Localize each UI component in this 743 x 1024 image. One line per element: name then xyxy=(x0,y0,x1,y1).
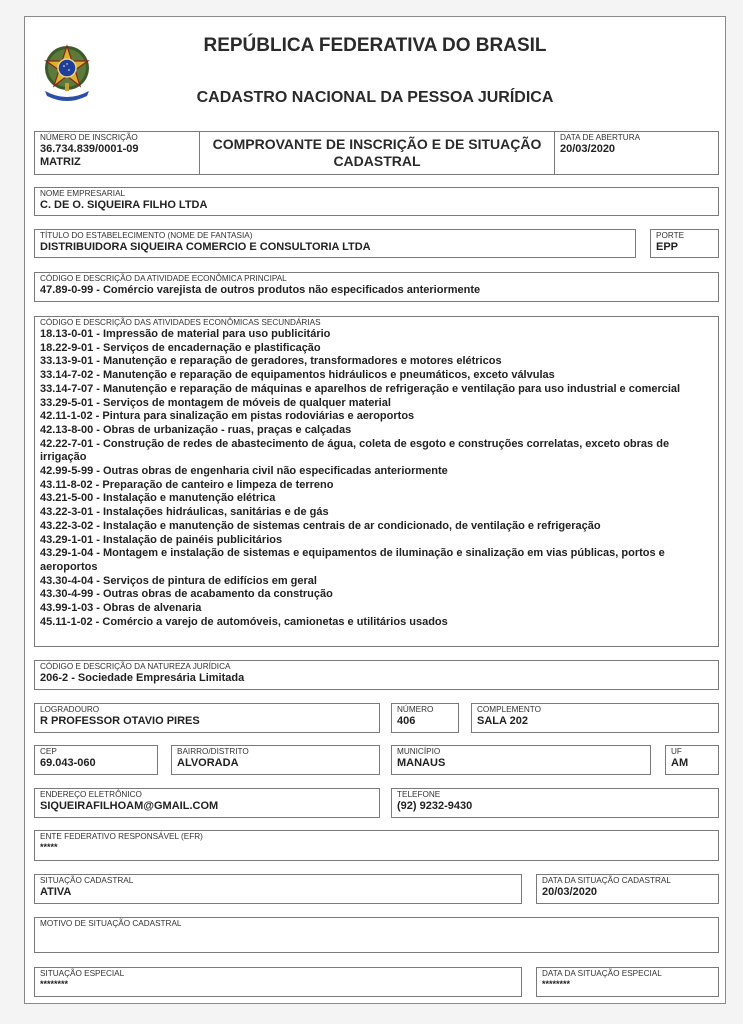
opening-date-value: 20/03/2020 xyxy=(560,143,616,155)
secondary-activities-field xyxy=(34,316,719,647)
special-status-date-field xyxy=(536,967,719,997)
efr-label: ENTE FEDERATIVO RESPONSÁVEL (EFR) xyxy=(40,832,203,841)
state-value: AM xyxy=(671,757,689,769)
activity-item: 43.99-1-03 - Obras de alvenaria xyxy=(40,602,202,615)
phone-value: (92) 9232-9430 xyxy=(397,800,473,812)
inscription-number: 36.734.839/0001-09 xyxy=(40,143,139,155)
state-label: UF xyxy=(671,747,682,756)
trade-name-label: TÍTULO DO ESTABELECIMENTO (NOME DE FANTASIA) xyxy=(40,231,253,240)
main-activity-label: CÓDIGO E DESCRIÇÃO DA ATIVIDADE ECONÔMICA PRINCIPAL xyxy=(40,274,287,283)
company-name-field xyxy=(34,187,719,216)
activity-item: 42.99-5-99 - Outras obras de engenharia civil não especificadas anteriormente xyxy=(40,465,448,478)
legal-nature-label: CÓDIGO E DESCRIÇÃO DA NATUREZA JURÍDICA xyxy=(40,662,231,671)
legal-nature-field xyxy=(34,660,719,690)
special-status-field xyxy=(34,967,522,997)
activity-item: 43.29-1-01 - Instalação de painéis publicitários xyxy=(40,533,283,546)
trade-name-value: DISTRIBUIDORA SIQUEIRA COMERCIO E CONSULTORIA LTDA xyxy=(40,241,371,253)
state-field xyxy=(665,745,719,775)
email-value: SIQUEIRAFILHOAM@GMAIL.COM xyxy=(40,800,219,812)
city-field xyxy=(391,745,651,775)
legal-nature-value: 206-2 - Sociedade Empresária Limitada xyxy=(40,672,245,684)
street-value: R PROFESSOR OTAVIO PIRES xyxy=(40,715,200,727)
registration-status-field xyxy=(34,874,522,904)
district-field xyxy=(171,745,380,775)
activity-item: 43.22-3-01 - Instalações hidráulicas, sanitárias e de gás xyxy=(40,506,329,519)
zip-value: 69.043-060 xyxy=(40,757,96,769)
phone-field xyxy=(391,788,719,818)
activity-item: 42.13-8-00 - Obras de urbanização - ruas, praças e calçadas xyxy=(40,423,352,436)
city-value: MANAUS xyxy=(397,757,446,769)
complement-label: COMPLEMENTO xyxy=(477,705,541,714)
activity-item: 18.22-9-01 - Serviços de encadernação e plastificação xyxy=(40,341,321,354)
activity-item: 18.13-0-01 - Impressão de material para uso publicitário xyxy=(40,328,331,340)
header-title: REPÚBLICA FEDERATIVA DO BRASIL xyxy=(203,35,547,56)
proof-title: COMPROVANTE DE INSCRIÇÃO E DE SITUAÇÃO CADASTRAL xyxy=(199,131,555,175)
status-reason-field xyxy=(34,917,719,953)
main-activity-field xyxy=(34,272,719,302)
inscription-type: MATRIZ xyxy=(40,156,81,168)
size-label: PORTE xyxy=(656,231,685,240)
complement-value: SALA 202 xyxy=(477,715,528,727)
status-date-field xyxy=(536,874,719,904)
company-name-value: C. DE O. SIQUEIRA FILHO LTDA xyxy=(40,199,208,211)
activity-item: 33.14-7-07 - Manutenção e reparação de máquinas e aparelhos de refrigeração e ventilação para uso industrial e comercial xyxy=(40,382,681,395)
activity-item: 43.29-1-04 - Montagem e instalação de sistemas e equipamentos de iluminação e sinalização em vias públicas, portos e aeroportos xyxy=(40,547,665,573)
activity-item: 43.22-3-02 - Instalação e manutenção de sistemas centrais de ar condicionado, de ventilação e refrigeração xyxy=(40,519,601,532)
activity-item: 43.11-8-02 - Preparação de canteiro e limpeza de terreno xyxy=(40,478,334,491)
efr-field xyxy=(34,830,719,861)
district-label: BAIRRO/DISTRITO xyxy=(177,747,249,756)
inscription-label: NÚMERO DE INSCRIÇÃO xyxy=(40,133,138,142)
email-field xyxy=(34,788,380,818)
registration-status-value: ATIVA xyxy=(40,886,72,898)
complement-field xyxy=(471,703,719,733)
company-name-label: NOME EMPRESARIAL xyxy=(40,189,126,198)
number-value: 406 xyxy=(397,715,416,727)
number-label: NÚMERO xyxy=(397,705,434,714)
opening-date-label: DATA DE ABERTURA xyxy=(560,133,641,142)
special-status-date-value: ******** xyxy=(542,979,571,989)
status-reason-label: MOTIVO DE SITUAÇÃO CADASTRAL xyxy=(40,919,182,928)
activity-item: 42.11-1-02 - Pintura para sinalização em pistas rodoviárias e aeroportos xyxy=(40,410,415,423)
special-status-date-label: DATA DA SITUAÇÃO ESPECIAL xyxy=(542,969,662,978)
activity-item: 42.22-7-01 - Construção de redes de abastecimento de água, coleta de esgoto e construções correlatas, exceto obras de irrigação xyxy=(40,437,670,464)
status-date-value: 20/03/2020 xyxy=(542,886,598,898)
efr-value: ***** xyxy=(40,842,58,852)
activity-item: 43.30-4-99 - Outras obras de acabamento da construção xyxy=(40,588,333,601)
street-field xyxy=(34,703,380,733)
special-status-label: SITUAÇÃO ESPECIAL xyxy=(40,969,125,978)
trade-name-field xyxy=(34,229,636,258)
activity-item: 33.14-7-02 - Manutenção e reparação de equipamentos hidráulicos e pneumáticos, exceto válvulas xyxy=(40,369,555,382)
status-date-label: DATA DA SITUAÇÃO CADASTRAL xyxy=(542,876,671,885)
email-label: ENDEREÇO ELETRÔNICO xyxy=(40,790,142,799)
main-activity-value: 47.89-0-99 - Comércio varejista de outros produtos não especificados anteriormente xyxy=(40,284,481,296)
size-value: EPP xyxy=(656,241,679,253)
activity-item: 43.21-5-00 - Instalação e manutenção elétrica xyxy=(40,492,276,505)
activity-item: 45.11-1-02 - Comércio a varejo de automóveis, camionetas e utilitários usados xyxy=(40,615,448,628)
district-value: ALVORADA xyxy=(177,757,239,769)
city-label: MUNICÍPIO xyxy=(397,747,441,756)
number-field xyxy=(391,703,459,733)
secondary-activities-label: CÓDIGO E DESCRIÇÃO DAS ATIVIDADES ECONÔMICAS SECUNDÁRIAS xyxy=(40,318,321,327)
street-label: LOGRADOURO xyxy=(40,705,100,714)
document-frame xyxy=(24,16,726,1004)
size-field xyxy=(650,229,719,258)
zip-field xyxy=(34,745,158,775)
registration-status-label: SITUAÇÃO CADASTRAL xyxy=(40,876,134,885)
activity-item: 33.13-9-01 - Manutenção e reparação de geradores, transformadores e motores elétricos xyxy=(40,355,502,368)
activity-item: 33.29-5-01 - Serviços de montagem de móveis de qualquer material xyxy=(40,396,391,409)
special-status-value: ******** xyxy=(40,979,69,989)
activity-item: 43.30-4-04 - Serviços de pintura de edifícios em geral xyxy=(40,574,317,587)
phone-label: TELEFONE xyxy=(397,790,441,799)
header-subtitle: CADASTRO NACIONAL DA PESSOA JURÍDICA xyxy=(196,89,554,106)
zip-label: CEP xyxy=(40,747,57,756)
inscription-row xyxy=(34,131,719,175)
